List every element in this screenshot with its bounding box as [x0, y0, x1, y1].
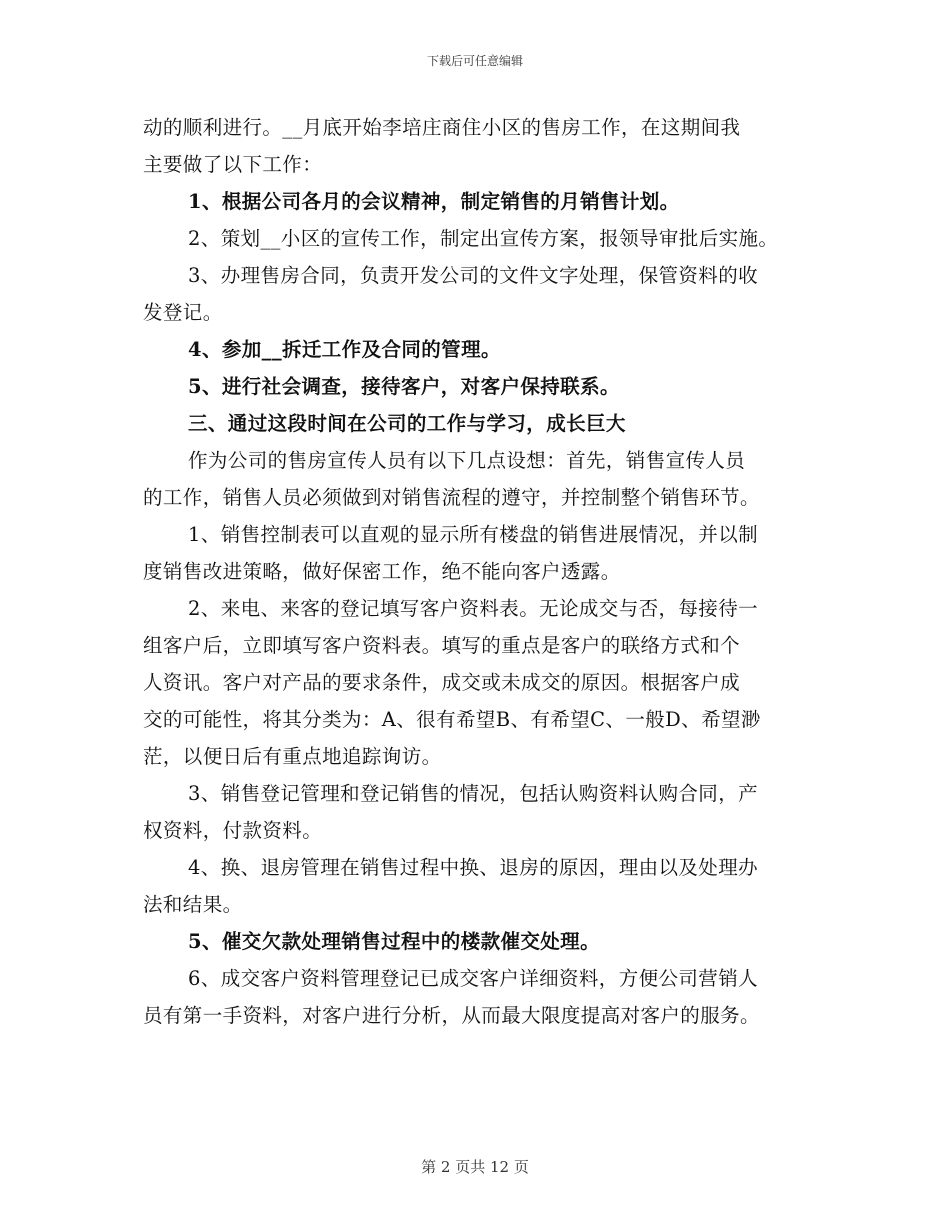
paragraph-line: 动的顺利进行。__月底开始李培庄商住小区的售房工作，在这期间我	[143, 116, 741, 139]
paragraph-line: 人资讯。客户对产品的要求条件，成交或未成交的原因。根据客户成	[143, 671, 741, 694]
list-item: 2、来电、来客的登记填写客户资料表。无论成交与否，每接待一	[188, 597, 759, 620]
paragraph-line: 度销售改进策略，做好保密工作，绝不能向客户透露。	[143, 560, 621, 583]
paragraph-line: 法和结果。	[143, 893, 243, 916]
list-item-bold: 5、催交欠款处理销售过程中的楼款催交处理。	[188, 930, 600, 953]
list-item: 2、策划__小区的宣传工作，制定出宣传方案，报领导审批后实施。	[188, 227, 779, 250]
paragraph-line: 员有第一手资料，对客户进行分析，从而最大限度提高对客户的服务。	[143, 1004, 760, 1027]
list-item: 6、成交客户资料管理登记已成交客户详细资料，方便公司营销人	[188, 967, 759, 990]
paragraph-line: 权资料，付款资料。	[143, 819, 323, 842]
list-item-bold: 1、根据公司各月的会议精神，制定销售的月销售计划。	[188, 190, 680, 213]
list-item: 3、销售登记管理和登记销售的情况，包括认购资料认购合同，产	[188, 782, 759, 805]
paragraph-line: 交的可能性，将其分类为：A、很有希望B、有希望C、一般D、希望渺	[143, 708, 761, 731]
list-item: 1、销售控制表可以直观的显示所有楼盘的销售进展情况，并以制	[188, 523, 759, 546]
list-item-bold: 4、参加__拆迁工作及合同的管理。	[188, 338, 501, 361]
page-header: 下载后可任意编辑	[426, 54, 523, 68]
paragraph-line: 组客户后，立即填写客户资料表。填写的重点是客户的联络方式和个	[143, 634, 741, 657]
page-footer: 第 2 页共 12 页	[421, 1158, 529, 1176]
section-heading: 三、通过这段时间在公司的工作与学习，成长巨大	[188, 412, 626, 435]
paragraph-line: 的工作，销售人员必须做到对销售流程的遵守，并控制整个销售环节。	[143, 486, 760, 509]
list-item-bold: 5、进行社会调查，接待客户，对客户保持联系。	[188, 375, 620, 398]
list-item: 4、换、退房管理在销售过程中换、退房的原因，理由以及处理办	[188, 856, 759, 879]
paragraph-line: 作为公司的售房宣传人员有以下几点设想：首先，销售宣传人员	[188, 449, 746, 472]
paragraph-line: 主要做了以下工作：	[143, 153, 323, 176]
paragraph-line: 茫，以便日后有重点地追踪询访。	[143, 745, 442, 768]
paragraph-line: 发登记。	[143, 301, 223, 324]
list-item: 3、办理售房合同，负责开发公司的文件文字处理，保管资料的收	[188, 264, 759, 287]
